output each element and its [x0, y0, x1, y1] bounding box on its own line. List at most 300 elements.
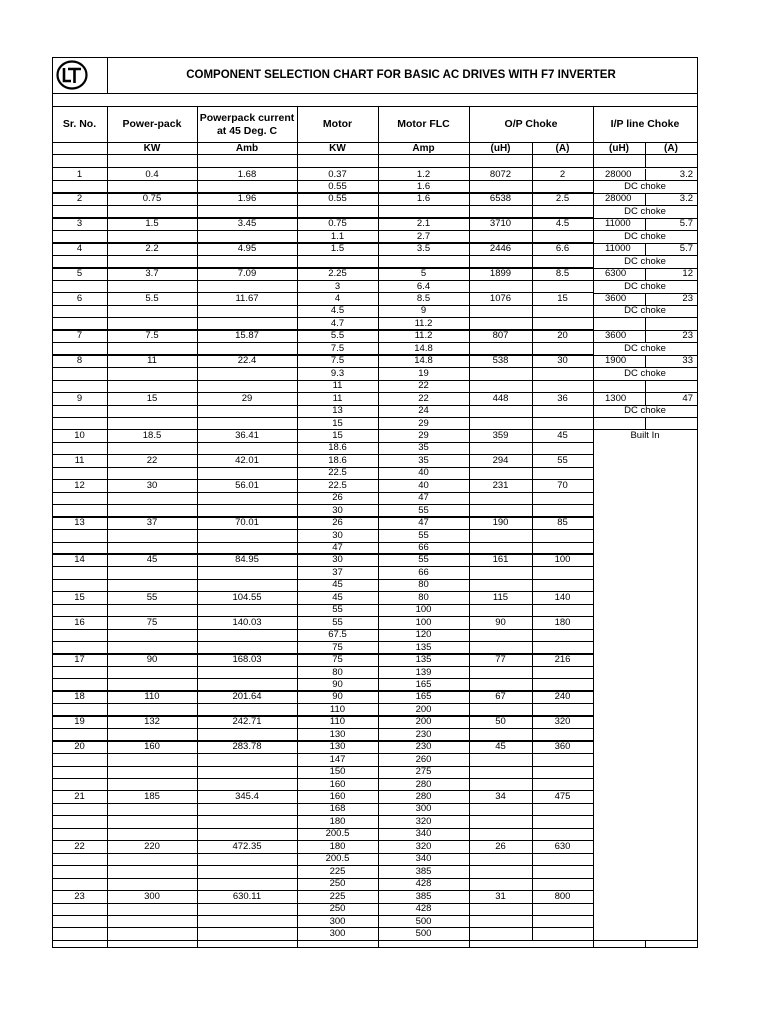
op-choke-uh-cell: 45 — [495, 741, 506, 753]
motor-flc-cell: 320 — [415, 840, 432, 852]
motor-kw-cell: 300 — [329, 915, 346, 927]
op-choke-a-cell: 360 — [554, 741, 571, 753]
motor-flc-cell: 55 — [418, 504, 429, 516]
ip-choke-note: DC choke — [624, 405, 666, 417]
powerpack-current-cell: 7.09 — [237, 268, 257, 280]
motor-flc-cell: 47 — [418, 492, 429, 504]
sr-no-cell: 10 — [74, 429, 85, 441]
op-choke-a-cell: 140 — [554, 591, 571, 603]
motor-kw-cell: 30 — [332, 504, 343, 516]
motor-flc-cell: 55 — [418, 529, 429, 541]
unit-ip-uh: (uH) — [609, 143, 629, 154]
powerpack-current-cell: 630.11 — [232, 890, 262, 902]
powerpack-current-cell: 15.87 — [235, 330, 259, 342]
border-top — [52, 57, 698, 58]
motor-flc-cell: 120 — [415, 629, 432, 641]
ip-choke-uh-cell: 11000 — [605, 218, 631, 230]
ip-choke-uh-cell: 3600 — [605, 330, 627, 342]
op-choke-a-cell: 70 — [557, 479, 568, 491]
motor-kw-cell: 30 — [332, 554, 343, 566]
op-choke-uh-cell: 1076 — [489, 293, 512, 304]
ip-choke-uh-cell: 1300 — [605, 392, 627, 404]
power-pack-kw-cell: 160 — [144, 741, 160, 753]
motor-kw-cell: 5.5 — [330, 330, 345, 342]
motor-flc-cell: 35 — [418, 442, 429, 454]
motor-kw-cell: 0.75 — [328, 218, 347, 230]
sr-no-cell: 12 — [74, 479, 85, 491]
sr-no-cell: 9 — [76, 392, 83, 404]
power-pack-kw-cell: 3.7 — [145, 268, 159, 280]
motor-kw-cell: 55 — [332, 604, 343, 616]
op-choke-a-cell: 20 — [557, 330, 568, 342]
sr-no-cell: 14 — [74, 554, 85, 566]
motor-kw-cell: 75 — [332, 654, 343, 666]
motor-kw-cell: 110 — [329, 703, 346, 715]
ip-choke-uh-cell: 6300 — [605, 268, 627, 280]
motor-kw-cell: 4 — [334, 293, 341, 304]
ip-choke-built-in: Built In — [630, 429, 660, 441]
unit-op-uh: (uH) — [490, 143, 511, 154]
row-line — [52, 205, 593, 206]
motor-flc-cell: 22 — [418, 392, 429, 404]
lt-logo-icon — [56, 60, 88, 90]
border-right — [697, 57, 698, 947]
motor-kw-cell: 2.25 — [328, 268, 347, 280]
header-powerpack-current-1: Powerpack current — [199, 112, 295, 124]
motor-kw-cell: 80 — [332, 666, 343, 678]
motor-kw-cell: 130 — [329, 728, 346, 740]
motor-flc-cell: 29 — [418, 429, 429, 441]
op-choke-a-cell: 800 — [554, 890, 571, 902]
power-pack-kw-cell: 0.4 — [145, 168, 159, 180]
powerpack-current-cell: 1.68 — [237, 168, 257, 180]
unit-motor-flc: Amp — [412, 143, 435, 154]
op-choke-uh-cell: 448 — [492, 392, 509, 404]
powerpack-current-cell: 4.95 — [237, 243, 257, 255]
sr-no-cell: 22 — [74, 840, 85, 852]
powerpack-current-cell: 22.4 — [237, 355, 257, 367]
motor-flc-cell: 165 — [415, 678, 432, 690]
sr-no-cell: 13 — [74, 517, 85, 529]
motor-flc-cell: 19 — [418, 367, 429, 379]
op-choke-uh-cell: 50 — [495, 716, 506, 728]
motor-kw-cell: 18.6 — [328, 442, 347, 454]
motor-flc-cell: 22 — [418, 380, 429, 392]
sr-no-cell: 23 — [74, 890, 85, 902]
power-pack-kw-cell: 37 — [146, 517, 158, 529]
op-choke-uh-cell: 77 — [495, 654, 506, 666]
motor-kw-cell: 200.5 — [325, 828, 350, 840]
op-choke-a-cell: 2 — [559, 168, 566, 180]
motor-kw-cell: 1.5 — [330, 243, 345, 255]
ip-split-line — [645, 318, 646, 329]
powerpack-current-cell: 472.35 — [232, 840, 262, 852]
op-choke-a-cell: 630 — [554, 840, 571, 852]
power-pack-kw-cell: 90 — [146, 654, 158, 666]
op-choke-a-cell: 180 — [554, 616, 571, 628]
op-choke-a-cell: 6.6 — [555, 243, 570, 255]
motor-flc-cell: 280 — [415, 791, 432, 802]
motor-kw-cell: 22.5 — [328, 467, 347, 479]
sr-no-cell: 7 — [76, 330, 83, 342]
op-choke-uh-cell: 190 — [492, 517, 509, 529]
motor-kw-cell: 47 — [332, 542, 343, 553]
ip-choke-uh-cell: 3600 — [605, 293, 627, 304]
ip-choke-a-cell: 33 — [682, 355, 693, 367]
motor-kw-cell: 0.37 — [328, 168, 347, 180]
motor-flc-cell: 340 — [415, 828, 432, 840]
footer-column-line — [593, 940, 594, 947]
header-powerpack-current-2: at 45 Deg. C — [216, 125, 278, 137]
motor-flc-cell: 139 — [415, 666, 432, 678]
ip-choke-uh-cell: 28000 — [605, 193, 632, 205]
header-motor: Motor — [322, 118, 353, 130]
power-pack-kw-cell: 5.5 — [145, 293, 159, 304]
footer-column-line — [197, 940, 198, 947]
logo-divider — [107, 57, 108, 93]
op-choke-uh-cell: 26 — [495, 840, 506, 852]
title-bottom — [52, 93, 697, 94]
ip-choke-note: DC choke — [624, 230, 666, 242]
power-pack-kw-cell: 45 — [146, 554, 158, 566]
motor-flc-cell: 300 — [415, 803, 432, 815]
powerpack-current-cell: 168.03 — [232, 654, 262, 666]
sr-no-cell: 19 — [74, 716, 85, 728]
header-motor-flc: Motor FLC — [397, 118, 450, 130]
motor-flc-cell: 275 — [415, 766, 432, 778]
motor-kw-cell: 250 — [329, 903, 346, 915]
power-pack-kw-cell: 0.75 — [142, 193, 162, 205]
sr-no-cell: 4 — [76, 243, 83, 255]
motor-flc-cell: 66 — [418, 566, 429, 578]
ip-split-line — [645, 381, 646, 392]
op-choke-uh-cell: 8072 — [489, 168, 512, 180]
powerpack-current-cell: 242.71 — [232, 716, 262, 728]
motor-kw-cell: 7.5 — [330, 342, 345, 354]
op-choke-a-cell: 320 — [554, 716, 571, 728]
motor-kw-cell: 26 — [332, 517, 343, 529]
sr-no-cell: 8 — [76, 355, 83, 367]
sr-no-cell: 1 — [76, 168, 83, 180]
op-choke-uh-cell: 231 — [492, 479, 509, 491]
ip-choke-a-cell: 12 — [682, 268, 693, 280]
motor-flc-cell: 230 — [415, 741, 432, 753]
motor-kw-cell: 45 — [332, 579, 343, 591]
op-choke-uh-cell: 34 — [495, 791, 506, 802]
motor-kw-cell: 75 — [332, 641, 343, 653]
motor-flc-cell: 385 — [415, 865, 432, 877]
motor-kw-cell: 55 — [332, 616, 343, 628]
motor-kw-cell: 13 — [332, 405, 343, 417]
border-bottom — [52, 947, 698, 948]
motor-kw-cell: 160 — [329, 778, 346, 790]
motor-kw-cell: 11 — [332, 380, 343, 392]
powerpack-current-cell: 140.03 — [232, 616, 262, 628]
motor-flc-cell: 500 — [415, 915, 432, 927]
motor-flc-cell: 100 — [415, 616, 432, 628]
motor-kw-cell: 130 — [329, 741, 346, 753]
powerpack-current-cell: 104.55 — [232, 591, 262, 603]
ip-choke-a-cell: 23 — [682, 293, 693, 304]
sr-no-cell: 5 — [76, 268, 83, 280]
op-choke-a-cell: 475 — [554, 791, 571, 802]
motor-flc-cell: 35 — [418, 454, 429, 466]
op-choke-uh-cell: 67 — [495, 691, 506, 703]
powerpack-current-cell: 56.01 — [235, 479, 259, 491]
power-pack-kw-cell: 1.5 — [145, 218, 159, 230]
op-choke-uh-cell: 6538 — [489, 193, 512, 205]
sr-no-cell: 6 — [76, 293, 83, 304]
motor-flc-cell: 6.4 — [416, 280, 431, 292]
motor-flc-cell: 428 — [415, 878, 432, 890]
motor-flc-cell: 165 — [415, 691, 432, 703]
ip-choke-a-cell: 5.7 — [679, 218, 693, 230]
unit-ip-a: (A) — [664, 143, 678, 154]
footer-column-line — [645, 940, 646, 947]
motor-flc-cell: 230 — [415, 728, 432, 740]
motor-kw-cell: 147 — [329, 753, 346, 765]
motor-flc-cell: 340 — [415, 853, 432, 865]
motor-kw-cell: 150 — [329, 766, 346, 778]
power-pack-kw-cell: 75 — [146, 616, 158, 628]
motor-kw-cell: 45 — [332, 591, 343, 603]
motor-flc-cell: 1.2 — [416, 168, 431, 180]
motor-kw-cell: 250 — [329, 878, 346, 890]
powerpack-current-cell: 3.45 — [237, 218, 257, 230]
motor-kw-cell: 15 — [332, 417, 343, 429]
motor-flc-cell: 320 — [415, 815, 432, 827]
motor-kw-cell: 160 — [329, 791, 346, 802]
motor-flc-cell: 40 — [418, 467, 429, 479]
motor-flc-cell: 135 — [415, 641, 432, 653]
footer-column-line — [297, 940, 298, 947]
unit-current: Amb — [235, 143, 259, 154]
motor-flc-cell: 500 — [415, 927, 432, 939]
power-pack-kw-cell: 7.5 — [145, 330, 159, 342]
sr-no-cell: 16 — [74, 616, 85, 628]
header-bottom — [52, 142, 697, 143]
motor-kw-cell: 7.5 — [330, 355, 345, 367]
border-left — [52, 57, 53, 947]
ip-choke-a-cell: 3.2 — [679, 168, 693, 180]
motor-kw-cell: 11 — [332, 392, 343, 404]
op-choke-a-cell: 2.5 — [555, 193, 570, 205]
footer-ip-line — [593, 940, 697, 941]
motor-kw-cell: 225 — [329, 865, 346, 877]
motor-kw-cell: 3 — [334, 280, 341, 292]
powerpack-current-cell: 84.95 — [235, 554, 259, 566]
motor-flc-cell: 1.6 — [416, 180, 431, 192]
motor-flc-cell: 80 — [418, 579, 429, 591]
powerpack-current-cell: 1.96 — [237, 193, 257, 205]
motor-flc-cell: 9 — [420, 305, 427, 317]
ip-choke-note: DC choke — [624, 342, 666, 354]
powerpack-current-cell: 70.01 — [235, 517, 259, 529]
op-choke-uh-cell: 294 — [492, 454, 509, 466]
body-bottom — [52, 940, 593, 941]
power-pack-kw-cell: 22 — [146, 454, 158, 466]
ip-choke-a-cell: 23 — [682, 330, 693, 342]
op-choke-uh-cell: 161 — [492, 554, 509, 566]
power-pack-kw-cell: 132 — [144, 716, 160, 728]
motor-flc-cell: 14.8 — [414, 342, 433, 354]
op-choke-a-cell: 85 — [557, 517, 568, 529]
powerpack-current-cell: 345.4 — [235, 791, 259, 802]
sr-no-cell: 20 — [74, 741, 85, 753]
motor-kw-cell: 22.5 — [328, 479, 347, 491]
sr-no-cell: 2 — [76, 193, 83, 205]
header-top — [52, 106, 697, 107]
motor-flc-cell: 55 — [418, 554, 429, 566]
sr-no-cell: 18 — [74, 691, 85, 703]
motor-flc-cell: 11.2 — [414, 317, 433, 329]
motor-flc-cell: 24 — [418, 405, 429, 417]
motor-kw-cell: 67.5 — [328, 629, 347, 641]
op-choke-a-cell: 30 — [557, 355, 568, 367]
motor-kw-cell: 4.7 — [330, 317, 345, 329]
motor-flc-cell: 135 — [415, 654, 432, 666]
op-choke-uh-cell: 115 — [492, 591, 509, 603]
motor-flc-cell: 5 — [420, 268, 427, 280]
op-choke-uh-cell: 538 — [492, 355, 509, 367]
powerpack-current-cell: 201.64 — [232, 691, 262, 703]
motor-flc-cell: 1.6 — [416, 193, 431, 205]
header-power-pack: Power-pack — [122, 118, 182, 130]
header-op-choke: O/P Choke — [504, 118, 558, 130]
powerpack-current-cell: 42.01 — [235, 454, 259, 466]
power-pack-kw-cell: 220 — [144, 840, 160, 852]
footer-column-line — [107, 940, 108, 947]
motor-kw-cell: 110 — [329, 716, 346, 728]
units-bottom — [52, 154, 697, 155]
op-choke-uh-cell: 90 — [495, 616, 506, 628]
ip-choke-note: DC choke — [624, 367, 666, 379]
unit-op-a: (A) — [555, 143, 570, 154]
ip-choke-note: DC choke — [624, 280, 666, 292]
power-pack-kw-cell: 2.2 — [145, 243, 159, 255]
ip-choke-uh-cell: 28000 — [605, 168, 632, 180]
op-choke-a-cell: 240 — [554, 691, 571, 703]
ip-choke-note: DC choke — [624, 255, 666, 267]
power-pack-kw-cell: 185 — [144, 791, 160, 802]
sr-no-cell: 21 — [74, 791, 85, 802]
header-sr-no: Sr. No. — [62, 118, 97, 130]
motor-flc-cell: 428 — [415, 903, 432, 915]
ip-choke-a-cell: 47 — [682, 392, 693, 404]
motor-kw-cell: 26 — [332, 492, 343, 504]
motor-kw-cell: 18.6 — [328, 454, 347, 466]
power-pack-kw-cell: 15 — [146, 392, 158, 404]
op-choke-uh-cell: 1899 — [489, 268, 512, 280]
subcolumn-line — [532, 142, 533, 167]
ip-choke-uh-cell: 1900 — [605, 355, 627, 367]
motor-kw-cell: 200.5 — [325, 853, 350, 865]
sr-no-cell: 17 — [74, 654, 85, 666]
op-choke-a-cell: 100 — [554, 554, 571, 566]
footer-column-line — [469, 940, 470, 947]
motor-flc-cell: 200 — [415, 716, 432, 728]
power-pack-kw-cell: 11 — [147, 355, 157, 367]
motor-flc-cell: 66 — [418, 542, 429, 553]
motor-kw-cell: 1.1 — [330, 230, 345, 242]
unit-power-pack: KW — [143, 143, 161, 154]
motor-flc-cell: 40 — [418, 479, 429, 491]
motor-flc-cell: 80 — [418, 591, 429, 603]
motor-flc-cell: 2.7 — [416, 230, 431, 242]
op-choke-uh-cell: 2446 — [489, 243, 512, 255]
op-choke-a-cell: 36 — [557, 392, 568, 404]
motor-flc-cell: 385 — [415, 890, 432, 902]
op-choke-a-cell: 216 — [554, 654, 571, 666]
motor-flc-cell: 2.1 — [416, 218, 431, 230]
motor-kw-cell: 15 — [332, 429, 343, 441]
motor-kw-cell: 168 — [329, 803, 346, 815]
motor-kw-cell: 37 — [332, 566, 343, 578]
powerpack-current-cell: 11.67 — [235, 293, 259, 304]
motor-kw-cell: 90 — [332, 678, 343, 690]
op-choke-uh-cell: 3710 — [489, 218, 512, 230]
motor-flc-cell: 3.5 — [416, 243, 431, 255]
motor-kw-cell: 180 — [329, 815, 346, 827]
motor-kw-cell: 0.55 — [328, 180, 347, 192]
ip-choke-uh-cell: 11000 — [605, 243, 631, 255]
motor-flc-cell: 8.5 — [416, 293, 431, 304]
motor-flc-cell: 11.2 — [414, 330, 433, 342]
op-choke-a-cell: 55 — [557, 454, 568, 466]
powerpack-current-cell: 29 — [241, 392, 253, 404]
motor-kw-cell: 90 — [332, 691, 343, 703]
power-pack-kw-cell: 18.5 — [142, 429, 162, 441]
page-title: COMPONENT SELECTION CHART FOR BASIC AC DRIVES WITH F7 INVERTER — [186, 69, 616, 81]
motor-kw-cell: 300 — [329, 927, 346, 939]
op-choke-uh-cell: 359 — [492, 429, 509, 441]
ip-choke-a-cell: 5.7 — [679, 243, 693, 255]
ip-choke-a-cell: 3.2 — [679, 193, 693, 205]
ip-choke-note: DC choke — [624, 205, 666, 217]
motor-flc-cell: 260 — [415, 753, 432, 765]
unit-motor: KW — [329, 143, 346, 154]
body-top — [52, 167, 697, 168]
header-ip-choke: I/P line Choke — [610, 118, 680, 130]
ip-choke-note: DC choke — [624, 305, 666, 317]
motor-kw-cell: 180 — [329, 840, 346, 852]
footer-column-line — [378, 940, 379, 947]
sr-no-cell: 3 — [76, 218, 83, 230]
motor-flc-cell: 14.8 — [414, 355, 433, 367]
ip-choke-note: DC choke — [624, 180, 666, 192]
motor-flc-cell: 200 — [415, 703, 432, 715]
motor-kw-cell: 30 — [332, 529, 343, 541]
op-choke-a-cell: 15 — [557, 293, 568, 304]
power-pack-kw-cell: 300 — [144, 890, 160, 902]
sr-no-cell: 15 — [74, 591, 85, 603]
op-choke-a-cell: 45 — [557, 429, 568, 441]
row-line — [52, 255, 593, 256]
motor-kw-cell: 4.5 — [330, 305, 345, 317]
motor-kw-cell: 225 — [329, 890, 346, 902]
motor-flc-cell: 29 — [418, 417, 429, 429]
subcolumn-line — [645, 142, 646, 167]
powerpack-current-cell: 283.78 — [232, 741, 262, 753]
power-pack-kw-cell: 30 — [146, 479, 158, 491]
ip-split-line — [645, 418, 646, 429]
motor-flc-cell: 280 — [415, 778, 432, 790]
op-choke-uh-cell: 31 — [495, 890, 506, 902]
power-pack-kw-cell: 110 — [144, 691, 160, 703]
motor-kw-cell: 9.3 — [330, 367, 345, 379]
motor-flc-cell: 100 — [415, 604, 432, 616]
motor-kw-cell: 0.55 — [328, 193, 347, 205]
